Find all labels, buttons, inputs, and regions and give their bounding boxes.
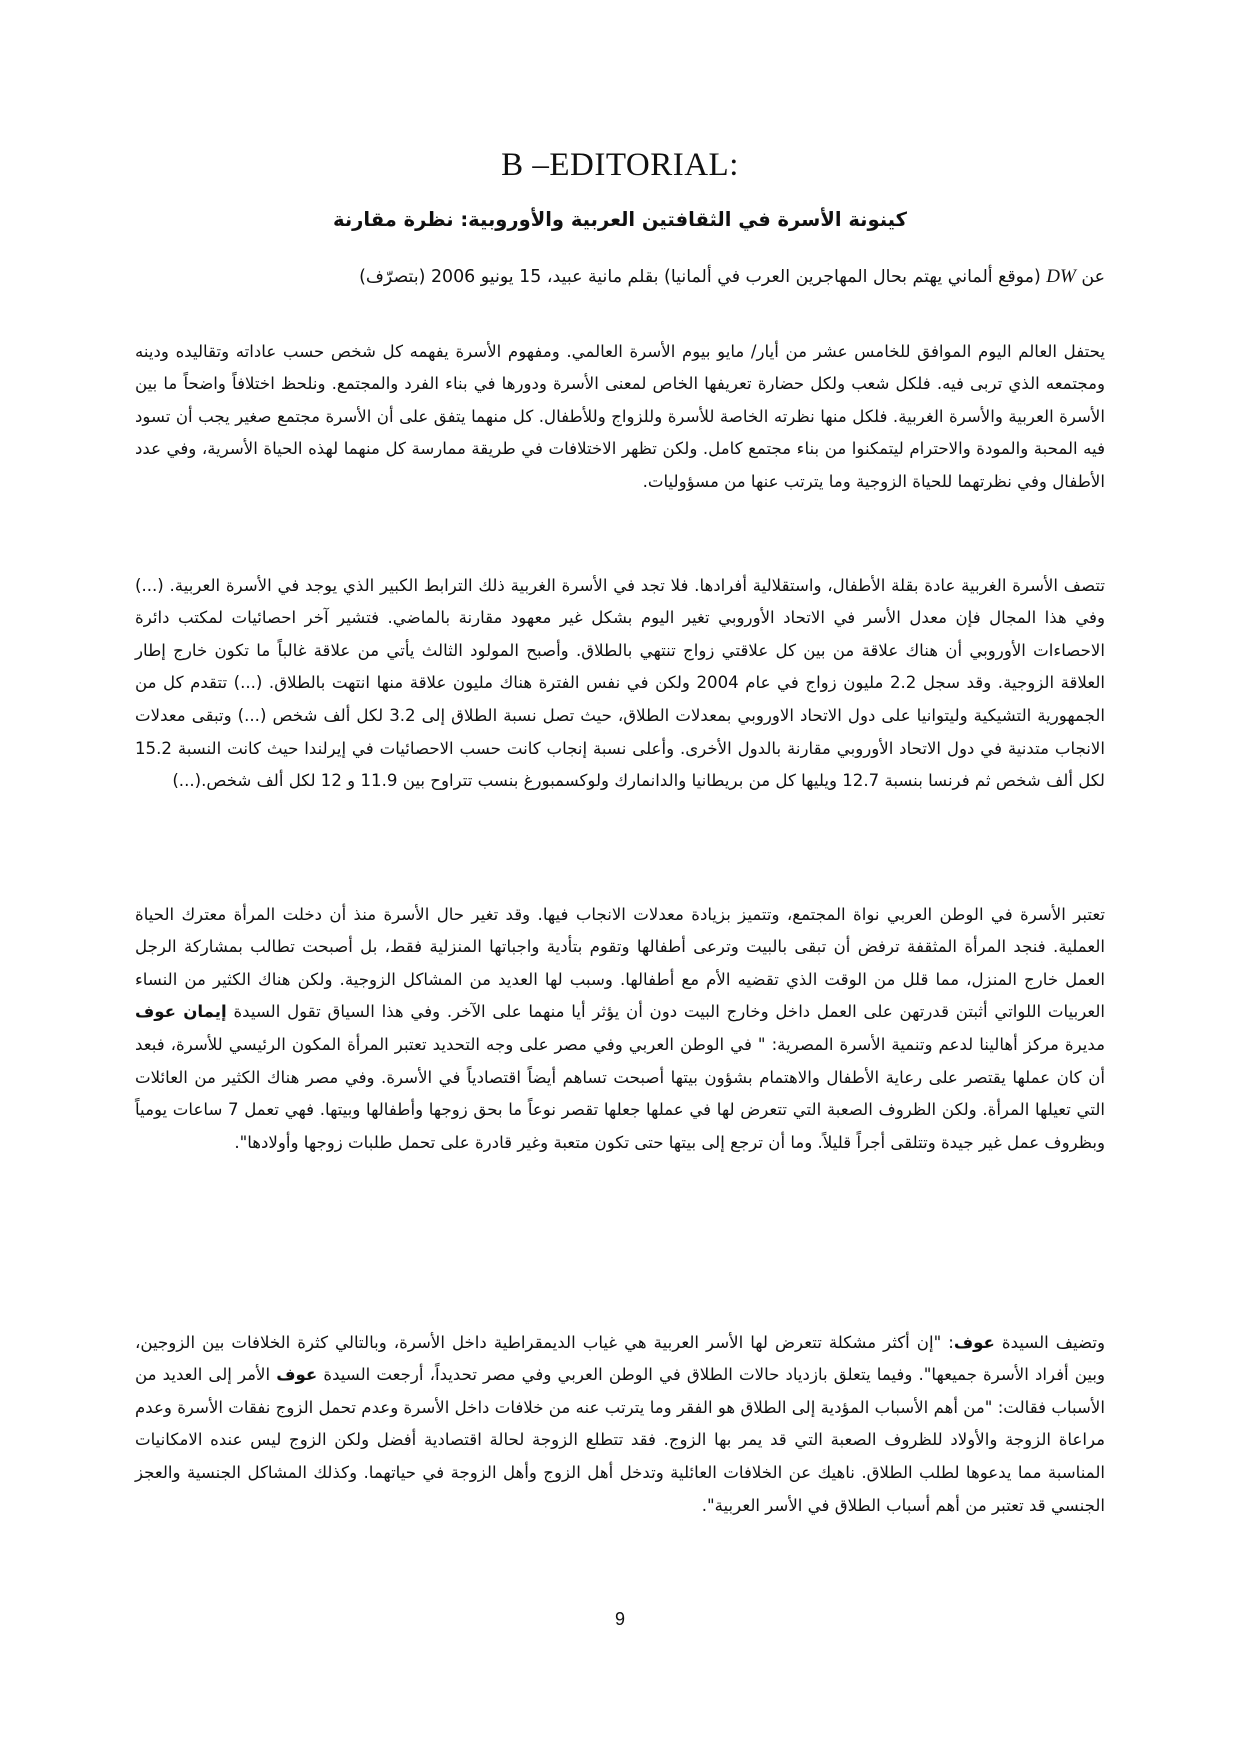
paragraph-4-name-1: عوف	[953, 1332, 995, 1352]
paragraph-1: يحتفل العالم اليوم الموافق للخامس عشر من أيار/ مايو بيوم الأسرة العالمي. ومفهوم الأسرة يفهمه كل شخص حسب عاداته وتقاليده ودينه ومجتمعه الذي تربى فيه. فلكل شعب ولكل حضارة تعريفها الخاص لمعنى الأسرة ودورها في بناء الفرد والمجتمع. ونلحظ اختلافاً واضحاً ما بين الأسرة العربية والأسرة الغربية. فلكل منها نظرته الخاصة للأسرة وللزواج وللأطفال. كل منهما يتفق على أن الأسرة مجتمع صغير يجب أن تسود فيه المحبة والمودة والاحترام ليتمكنوا من بناء مجتمع كامل. ولكن تظهر الاختلافات في طريقة ممارسة كل منهما لهذه الحياة الأسرية، وفي عدد الأطفال وفي نظرتهما للحياة الزوجية وما يترتب عنها من مسؤوليات.	[135, 341, 1105, 491]
paragraph-2: تتصف الأسرة الغربية عادة بقلة الأطفال، واستقلالية أفرادها. فلا تجد في الأسرة الغربية ذلك الترابط الكبير الذي يوجد في الأسرة العربية. (...) وفي هذا المجال فإن معدل الأسر في الاتحاد الأوروبي تغير اليوم بشكل غير معهود مقارنة بالماضي. فتشير آخر احصائيات لمكتب دائرة الاحصاءات الأوروبي أن هناك علاقة من بين كل علاقتي زواج تنتهي بالطلاق. وأصبح المولود الثالث يأتي من علاقة غالباً ما تكون خارج إطار العلاقة الزوجية. وقد سجل 2.2 مليون زواج في عام 2004 ولكن في نفس الفترة هناك مليون علاقة منها انتهت بالطلاق. (...) تتقدم كل من الجمهورية التشيكية وليتوانيا على دول الاتحاد الاوروبي بمعدلات الطلاق، حيث تصل نسبة الطلاق إلى 3.2 لكل ألف شخص (...) وتبقى معدلات الانجاب متدنية في دول الاتحاد الأوروبي مقارنة بالدول الأخرى. وأعلى نسبة إنجاب كانت حسب الاحصائيات في إيرلندا حيث كانت النسبة 15.2 لكل ألف شخص ثم فرنسا بنسبة 12.7 ويليها كل من بريطانيا والدانمارك ولوكسمبورغ بنسب تتراوح بين 11.9 و 12 لكل ألف شخص.(...)	[135, 575, 1106, 791]
paragraph-4-start: وتضيف السيدة	[1001, 1332, 1105, 1352]
paragraph-4-middle: : "إن أكثر مشكلة تتعرض لها الأسر العربية هي غياب الديمقراطية داخل الأسرة، وبالتالي كثرة الخلافات بين الزوجين، وبين أفراد الأسرة جميعها". وفيما يتعلق بازدياد حالات الطلاق في الوطن العربي وفي مصر تحديداً، أرجعت السيدة	[135, 1332, 1106, 1385]
paragraph-4	[135, 1327, 1105, 1523]
section-heading: B –EDITORIAL:	[501, 147, 739, 183]
paragraph-3-rest: مديرة مركز أهالينا لدعم وتنمية الأسرة المصرية: " في الوطن العربي وفي مصر على وجه التحديد تعتبر المرأة المكون الرئيسي للأسرة، فبعد أن كان عملها يقتصر على رعاية الأطفال والاهتمام بشؤون بيتها أصبحت تساهم أيضاً اقتصادياً في الأسرة. وفي مصر هناك الكثير من العائلات التي تعيلها المرأة. ولكن الظروف الصعبة التي تتعرض لها في عملها جعلها تقصر نوعاً ما بحق زوجها وأطفالها وبيتها. فهي تعمل 7 ساعات يومياً وبظروف عمل غير جيدة وتتلقى أجراً قليلاً. وما أن ترجع إلى بيتها حتى تكون متعبة وغير قادرة على تحمل طلبات زوجها وأولادها".	[135, 1034, 1105, 1152]
source-text: (موقع ألماني يهتم بحال المهاجرين العرب في ألمانيا) بقلم مانية عبيد، 15 يونيو 2006 (بتصرّف)	[359, 267, 1041, 287]
source-prefix: عن	[1081, 267, 1105, 287]
page-number: 9	[614, 1609, 625, 1629]
paragraph-3-name: إيمان عوف	[135, 1002, 227, 1022]
paragraph-3	[135, 899, 1105, 1160]
paragraph-3-start: تعتبر الأسرة في الوطن العربي نواة المجتمع، وتتميز بزيادة معدلات الانجاب فيها. وقد تغير حال الأسرة منذ أن دخلت المرأة معترك الحياة العملية. فنجد المرأة المثقفة ترفض أن تبقى بالبيت وترعى أطفالها وتقوم بتأدية واجباتها المنزلية فقط، بل أصبحت تطالب بمشاركة الرجل العمل خارج المنزل، مما قلل من الوقت الذي تقضيه الأم مع أطفالها. وسبب لها العديد من المشاكل الزوجية. ولكن هناك الكثير من النساء العربيات اللواتي أثبتن قدرتهن على العمل داخل وخارج البيت دون أن يؤثر أيا منهما على الآخر. وفي هذا السياق تقول السيدة	[135, 904, 1106, 1022]
source-dw: DW	[1046, 266, 1076, 287]
source-line	[125, 260, 1105, 294]
article-title: كينونة الأسرة في الثقافتين العربية والأوروبية: نظرة مقارنة	[333, 208, 907, 231]
paragraph-4-name-2: عوف	[276, 1365, 318, 1385]
paragraph-4-rest: الأمر إلى العديد من الأسباب فقالت: "من أهم الأسباب المؤدية إلى الطلاق هو الفقر وما يترتب عنه من خلافات داخل الأسرة وعدم تحمل الزوج نفقات الأسرة وعدم مراعاة الزوجة والأولاد للظروف الصعبة التي قد يمر بها الزوج. فقد تتطلع الزوجة لحالة اقتصادية أفضل ولكن الزوج ليس عنده الامكانيات المناسبة مما يدعوها لطلب الطلاق. ناهيك عن الخلافات العائلية وتدخل أهل الزوج وأهل الزوجة في حياتهما. وكذلك المشاكل الجنسية والعجز الجنسي قد تعتبر من أهم أسباب الطلاق في الأسر العربية".	[135, 1365, 1105, 1515]
